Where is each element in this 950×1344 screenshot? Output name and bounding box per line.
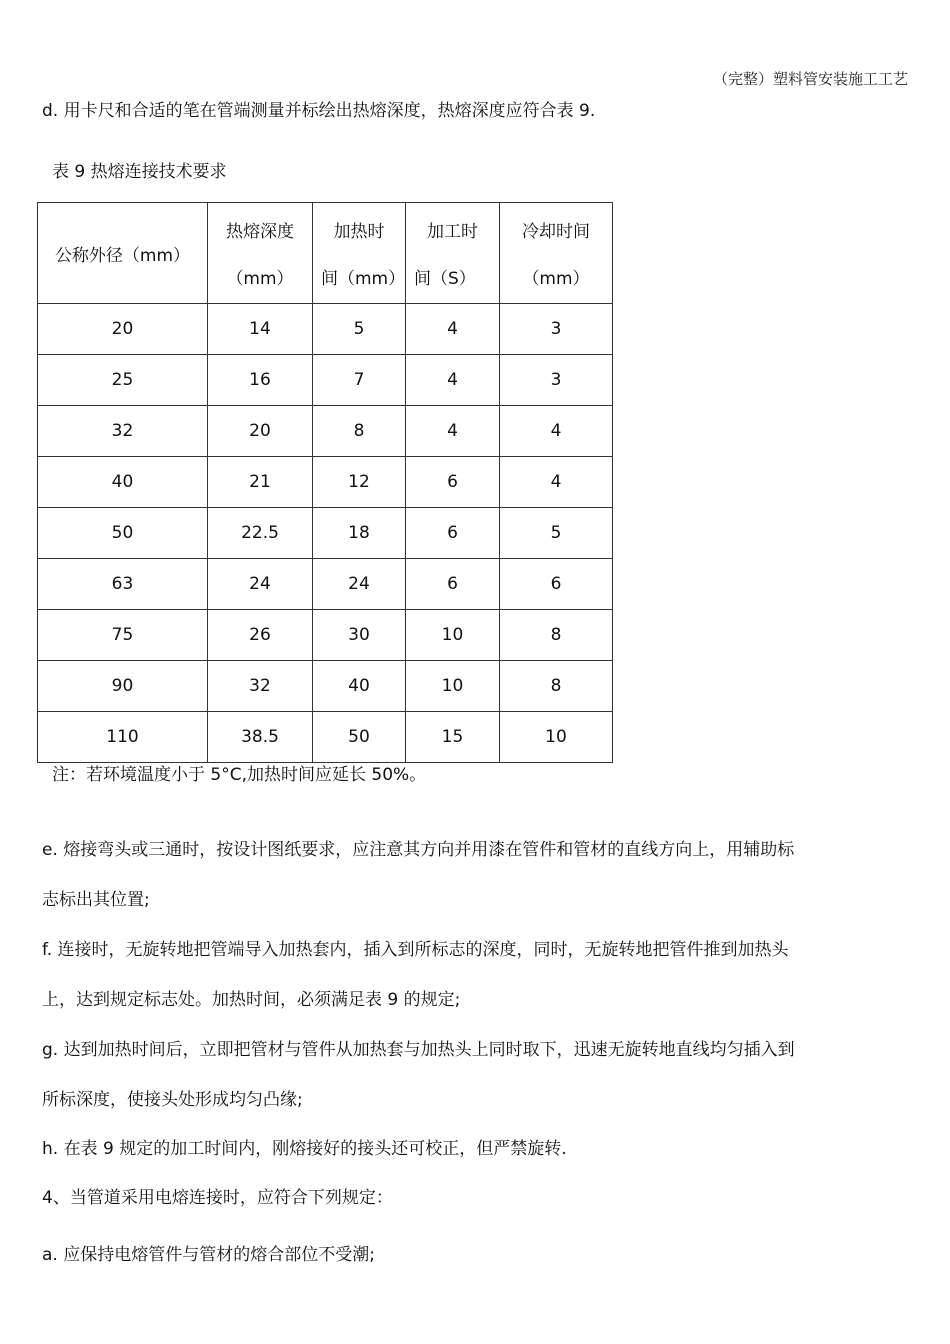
table-cell: 18 (313, 508, 406, 559)
table-cell: 32 (208, 661, 313, 712)
paragraph-e-line2: 志标出其位置; (42, 890, 150, 910)
header-unit: （mm） (226, 269, 294, 289)
header-cell-processing-time (406, 203, 500, 304)
header-cell-cooling-time (500, 203, 613, 304)
table-cell: 4 (406, 304, 500, 355)
table-cell: 8 (500, 661, 613, 712)
table-cell: 90 (38, 661, 208, 712)
table-cell: 25 (38, 355, 208, 406)
paragraph-g-line2: 所标深度，使接头处形成均匀凸缘; (42, 1090, 303, 1110)
table-cell: 12 (313, 457, 406, 508)
table-cell: 26 (208, 610, 313, 661)
hot-melt-spec-table (37, 202, 613, 763)
table-note: 注：若环境温度小于 5°C,加热时间应延长 50%。 (52, 765, 427, 785)
table-header-row (38, 203, 613, 304)
table-cell: 24 (208, 559, 313, 610)
header-label: 公称外径（mm） (54, 245, 191, 266)
header-cell-depth (208, 203, 313, 304)
table-cell: 3 (500, 304, 613, 355)
table-cell: 6 (406, 508, 500, 559)
table-row (38, 610, 613, 661)
table-cell: 30 (313, 610, 406, 661)
table-row (38, 712, 613, 763)
table-cell: 8 (313, 406, 406, 457)
table-cell: 5 (313, 304, 406, 355)
section-4-heading: 4、当管道采用电熔连接时，应符合下列规定： (42, 1188, 393, 1208)
table-cell: 6 (406, 457, 500, 508)
header-label: 热熔深度 (226, 222, 294, 242)
table-cell: 4 (406, 406, 500, 457)
table-row (38, 304, 613, 355)
table-cell: 22.5 (208, 508, 313, 559)
table-cell: 10 (406, 661, 500, 712)
table-cell: 3 (500, 355, 613, 406)
table-cell: 10 (406, 610, 500, 661)
table-cell: 16 (208, 355, 313, 406)
table-cell: 5 (500, 508, 613, 559)
table-cell: 40 (313, 661, 406, 712)
header-unit: 间（S） (414, 269, 476, 289)
table-row (38, 661, 613, 712)
table-cell: 4 (500, 406, 613, 457)
table-cell: 50 (313, 712, 406, 763)
table-cell: 50 (38, 508, 208, 559)
paragraph-f-line1: f. 连接时，无旋转地把管端导入加热套内，插入到所标志的深度，同时，无旋转地把管件推到加热头 (42, 940, 789, 960)
table-cell: 4 (500, 457, 613, 508)
paragraph-a: a. 应保持电熔管件与管材的熔合部位不受潮; (42, 1245, 375, 1265)
table-cell: 24 (313, 559, 406, 610)
table-caption: 表 9 热熔连接技术要求 (52, 162, 227, 182)
table-cell: 75 (38, 610, 208, 661)
paragraph-e-line1: e. 熔接弯头或三通时，按设计图纸要求，应注意其方向并用漆在管件和管材的直线方向上，用辅助标 (42, 840, 795, 860)
table-cell: 20 (208, 406, 313, 457)
table-cell: 14 (208, 304, 313, 355)
table-cell: 63 (38, 559, 208, 610)
table-row (38, 406, 613, 457)
paragraph-h: h. 在表 9 规定的加工时间内，刚熔接好的接头还可校正，但严禁旋转. (42, 1139, 567, 1159)
header-cell-diameter (38, 203, 208, 304)
document-header-title: （完整）塑料管安装施工工艺 (712, 70, 908, 88)
header-label: 冷却时间 (522, 222, 590, 242)
table-cell: 10 (500, 712, 613, 763)
paragraph-d: d. 用卡尺和合适的笔在管端测量并标绘出热熔深度，热熔深度应符合表 9. (42, 101, 596, 121)
table-cell: 32 (38, 406, 208, 457)
table-row (38, 457, 613, 508)
table-row (38, 355, 613, 406)
table-cell: 4 (406, 355, 500, 406)
header-unit: （mm） (522, 269, 590, 289)
header-cell-heating-time (313, 203, 406, 304)
table-cell: 110 (38, 712, 208, 763)
table-row (38, 559, 613, 610)
header-label: 加热时 (333, 222, 385, 242)
table-cell: 6 (406, 559, 500, 610)
table-cell: 7 (313, 355, 406, 406)
table-row (38, 508, 613, 559)
table-cell: 21 (208, 457, 313, 508)
table-cell: 38.5 (208, 712, 313, 763)
header-label: 加工时 (427, 222, 478, 242)
header-unit: 间（mm） (321, 269, 406, 289)
table-cell: 40 (38, 457, 208, 508)
table-cell: 15 (406, 712, 500, 763)
paragraph-f-line2: 上，达到规定标志处。加热时间，必须满足表 9 的规定; (42, 990, 461, 1010)
table-cell: 6 (500, 559, 613, 610)
table-cell: 8 (500, 610, 613, 661)
paragraph-g-line1: g. 达到加热时间后，立即把管材与管件从加热套与加热头上同时取下，迅速无旋转地直线均匀插入到 (42, 1040, 795, 1060)
table-cell: 20 (38, 304, 208, 355)
